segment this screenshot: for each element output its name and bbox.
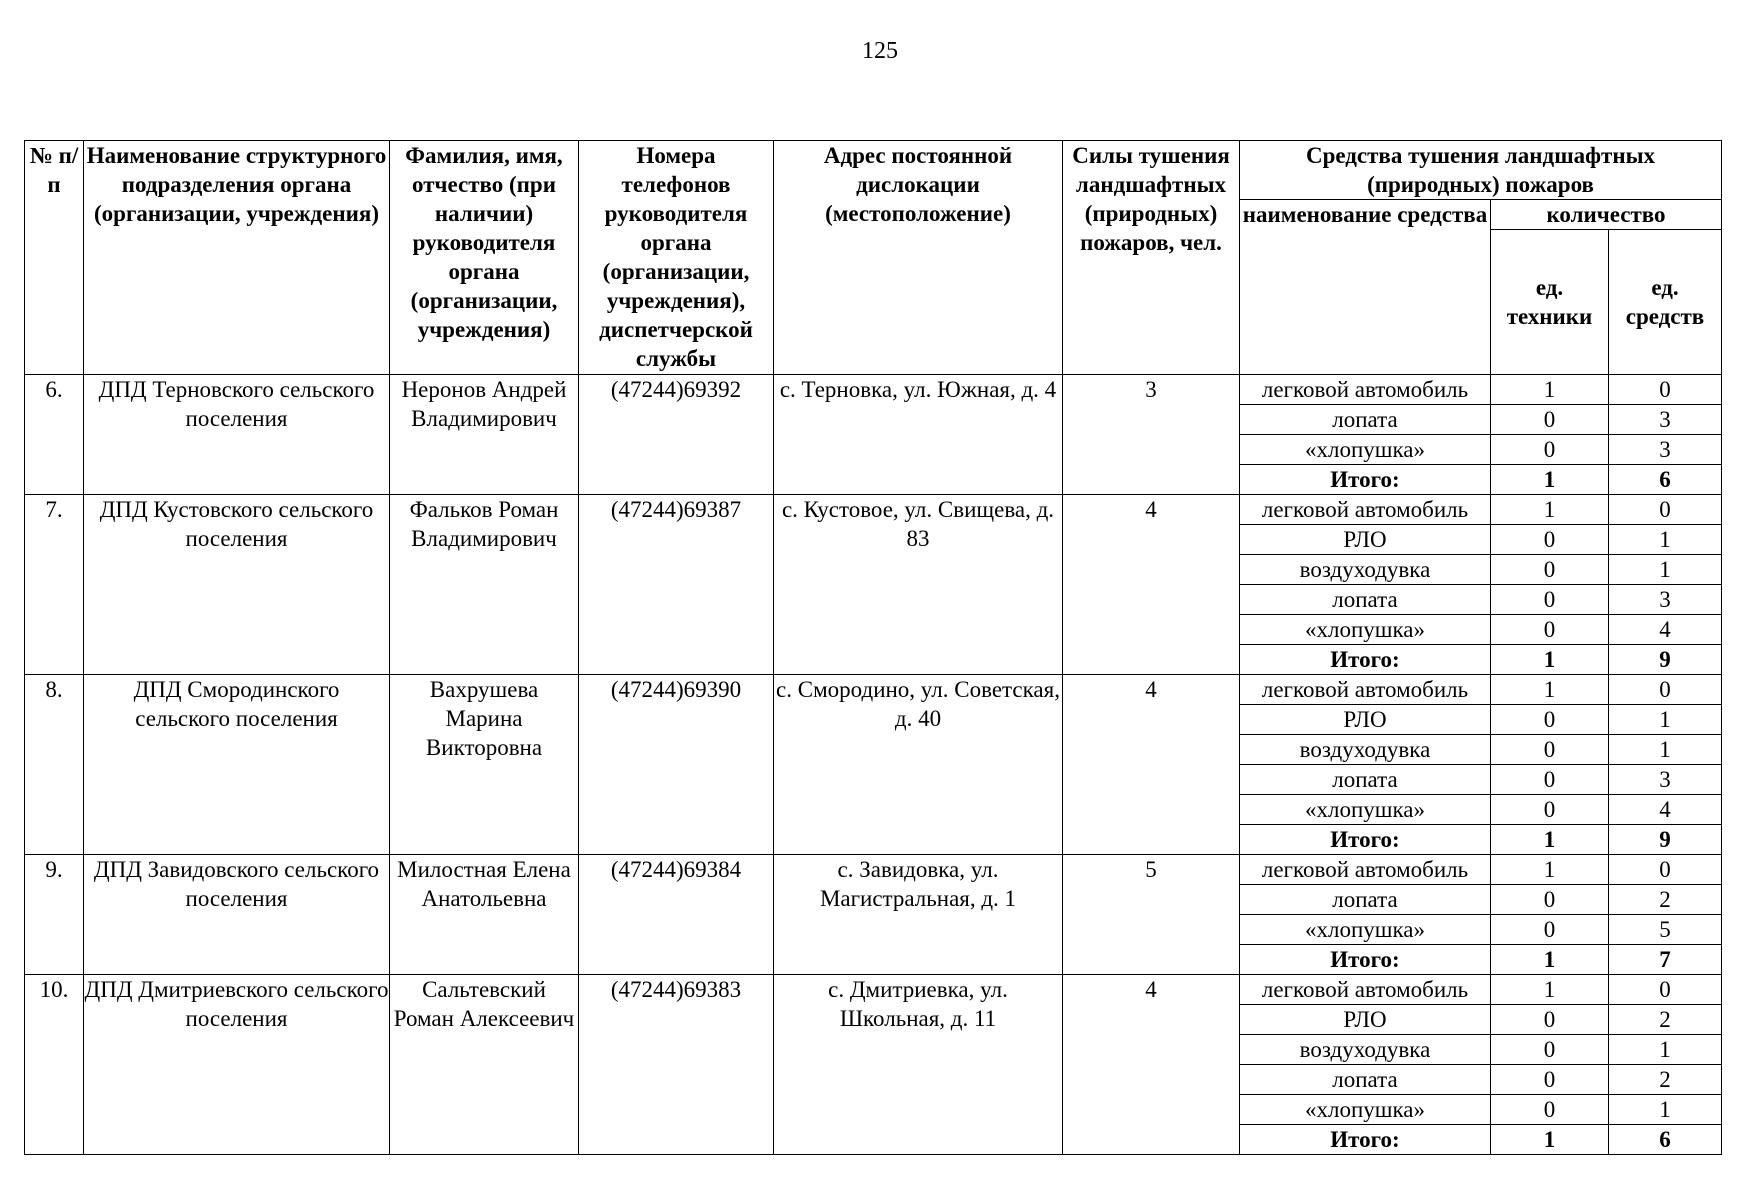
head-name: Фальков Роман Владимирович — [390, 495, 579, 675]
qty-tech: 0 — [1491, 885, 1609, 915]
address: с. Терновка, ул. Южная, д. 4 — [774, 375, 1063, 495]
qty-tech: 1 — [1491, 375, 1609, 405]
qty-means: 3 — [1609, 405, 1722, 435]
qty-means: 2 — [1609, 1065, 1722, 1095]
means-name: РЛО — [1240, 525, 1491, 555]
qty-means: 5 — [1609, 915, 1722, 945]
qty-means: 2 — [1609, 1005, 1722, 1035]
forces-count: 4 — [1063, 975, 1240, 1155]
means-name: Итого: — [1240, 645, 1491, 675]
head-name: Неронов Андрей Владимирович — [390, 375, 579, 495]
means-name: легковой автомобиль — [1240, 375, 1491, 405]
qty-means: 4 — [1609, 615, 1722, 645]
qty-tech: 1 — [1491, 855, 1609, 885]
qty-tech: 0 — [1491, 525, 1609, 555]
unit-name: ДПД Смородинского сельского поселения — [84, 675, 390, 855]
qty-means: 1 — [1609, 555, 1722, 585]
qty-means: 2 — [1609, 885, 1722, 915]
head-name: Милостная Елена Анатольевна — [390, 855, 579, 975]
qty-tech: 0 — [1491, 915, 1609, 945]
qty-means: 6 — [1609, 465, 1722, 495]
forces-count: 4 — [1063, 675, 1240, 855]
header-unit: Наименование структурного подразделения органа (организации, учреждения) — [84, 141, 390, 375]
qty-means: 4 — [1609, 795, 1722, 825]
qty-means: 7 — [1609, 945, 1722, 975]
table-row — [25, 855, 1722, 885]
header-means: Средства тушения ландшафтных (природных) пожаров — [1240, 141, 1722, 200]
header-phones: Номера телефонов руководителя органа (организации, учреждения), диспетчерской службы — [579, 141, 774, 375]
qty-means: 1 — [1609, 1035, 1722, 1065]
header-num: № п/п — [25, 141, 84, 375]
address: с. Завидовка, ул. Магистральная, д. 1 — [774, 855, 1063, 975]
phone-number: (47244)69392 — [579, 375, 774, 495]
phone-number: (47244)69390 — [579, 675, 774, 855]
row-number: 10. — [25, 975, 84, 1155]
qty-means: 0 — [1609, 855, 1722, 885]
qty-means: 0 — [1609, 495, 1722, 525]
forces-count: 4 — [1063, 495, 1240, 675]
unit-name: ДПД Кустовского сельского поселения — [84, 495, 390, 675]
qty-tech: 0 — [1491, 435, 1609, 465]
means-name: легковой автомобиль — [1240, 975, 1491, 1005]
qty-means: 0 — [1609, 675, 1722, 705]
row-number: 7. — [25, 495, 84, 675]
qty-tech: 1 — [1491, 465, 1609, 495]
qty-tech: 0 — [1491, 795, 1609, 825]
means-name: «хлопушка» — [1240, 615, 1491, 645]
means-name: лопата — [1240, 585, 1491, 615]
table-row — [25, 495, 1722, 525]
header-qty-tech: ед. техники — [1491, 230, 1609, 375]
means-name: «хлопушка» — [1240, 915, 1491, 945]
header-quantity: количество — [1491, 200, 1722, 230]
qty-means: 3 — [1609, 765, 1722, 795]
qty-tech: 0 — [1491, 615, 1609, 645]
means-name: легковой автомобиль — [1240, 675, 1491, 705]
qty-tech: 0 — [1491, 765, 1609, 795]
qty-tech: 0 — [1491, 705, 1609, 735]
qty-means: 6 — [1609, 1125, 1722, 1155]
page-number: 125 — [862, 38, 898, 64]
address: с. Дмитриевка, ул. Школьная, д. 11 — [774, 975, 1063, 1155]
means-name: «хлопушка» — [1240, 795, 1491, 825]
qty-tech: 0 — [1491, 1005, 1609, 1035]
qty-tech: 1 — [1491, 945, 1609, 975]
forces-count: 3 — [1063, 375, 1240, 495]
means-name: лопата — [1240, 405, 1491, 435]
phone-number: (47244)69384 — [579, 855, 774, 975]
table-row — [25, 975, 1722, 1005]
qty-tech: 0 — [1491, 1035, 1609, 1065]
unit-name: ДПД Терновского сельского поселения — [84, 375, 390, 495]
table-row — [25, 375, 1722, 405]
means-name: Итого: — [1240, 1125, 1491, 1155]
qty-means: 3 — [1609, 435, 1722, 465]
means-name: легковой автомобиль — [1240, 855, 1491, 885]
forces-count: 5 — [1063, 855, 1240, 975]
qty-means: 1 — [1609, 735, 1722, 765]
unit-name: ДПД Завидовского сельского поселения — [84, 855, 390, 975]
fire-means-table — [24, 140, 1722, 1155]
means-name: воздуходувка — [1240, 1035, 1491, 1065]
qty-means: 1 — [1609, 525, 1722, 555]
qty-means: 1 — [1609, 1095, 1722, 1125]
qty-tech: 0 — [1491, 585, 1609, 615]
qty-tech: 0 — [1491, 555, 1609, 585]
table-header — [25, 141, 1722, 375]
qty-means: 3 — [1609, 585, 1722, 615]
qty-tech: 1 — [1491, 495, 1609, 525]
means-name: РЛО — [1240, 705, 1491, 735]
qty-tech: 1 — [1491, 1125, 1609, 1155]
qty-tech: 0 — [1491, 405, 1609, 435]
qty-means: 1 — [1609, 705, 1722, 735]
means-name: Итого: — [1240, 945, 1491, 975]
qty-tech: 1 — [1491, 825, 1609, 855]
means-name: легковой автомобиль — [1240, 495, 1491, 525]
means-name: «хлопушка» — [1240, 1095, 1491, 1125]
address: с. Смородино, ул. Советская, д. 40 — [774, 675, 1063, 855]
qty-means: 9 — [1609, 645, 1722, 675]
qty-means: 0 — [1609, 975, 1722, 1005]
means-name: Итого: — [1240, 465, 1491, 495]
row-number: 8. — [25, 675, 84, 855]
qty-tech: 0 — [1491, 735, 1609, 765]
qty-means: 0 — [1609, 375, 1722, 405]
means-name: «хлопушка» — [1240, 435, 1491, 465]
header-qty-means: ед. средств — [1609, 230, 1722, 375]
qty-tech: 1 — [1491, 975, 1609, 1005]
means-name: лопата — [1240, 1065, 1491, 1095]
qty-means: 9 — [1609, 825, 1722, 855]
phone-number: (47244)69387 — [579, 495, 774, 675]
means-name: Итого: — [1240, 825, 1491, 855]
table-body — [25, 375, 1722, 1155]
header-forces: Силы тушения ландшафтных (природных) пожаров, чел. — [1063, 141, 1240, 375]
qty-tech: 0 — [1491, 1065, 1609, 1095]
row-number: 6. — [25, 375, 84, 495]
qty-tech: 1 — [1491, 675, 1609, 705]
row-number: 9. — [25, 855, 84, 975]
head-name: Вахрушева Марина Викторовна — [390, 675, 579, 855]
means-name: РЛО — [1240, 1005, 1491, 1035]
qty-tech: 0 — [1491, 1095, 1609, 1125]
unit-name: ДПД Дмитриевского сельского поселения — [84, 975, 390, 1155]
header-head: Фамилия, имя, отчество (при наличии) руководителя органа (организации, учреждения) — [390, 141, 579, 375]
address: с. Кустовое, ул. Свищева, д. 83 — [774, 495, 1063, 675]
means-name: воздуходувка — [1240, 555, 1491, 585]
means-name: лопата — [1240, 885, 1491, 915]
table-row — [25, 675, 1722, 705]
head-name: Сальтевский Роман Алексеевич — [390, 975, 579, 1155]
header-address: Адрес постоянной дислокации (местоположение) — [774, 141, 1063, 375]
qty-tech: 1 — [1491, 645, 1609, 675]
header-means-name: наименование средства — [1240, 200, 1491, 375]
means-name: воздуходувка — [1240, 735, 1491, 765]
phone-number: (47244)69383 — [579, 975, 774, 1155]
means-name: лопата — [1240, 765, 1491, 795]
